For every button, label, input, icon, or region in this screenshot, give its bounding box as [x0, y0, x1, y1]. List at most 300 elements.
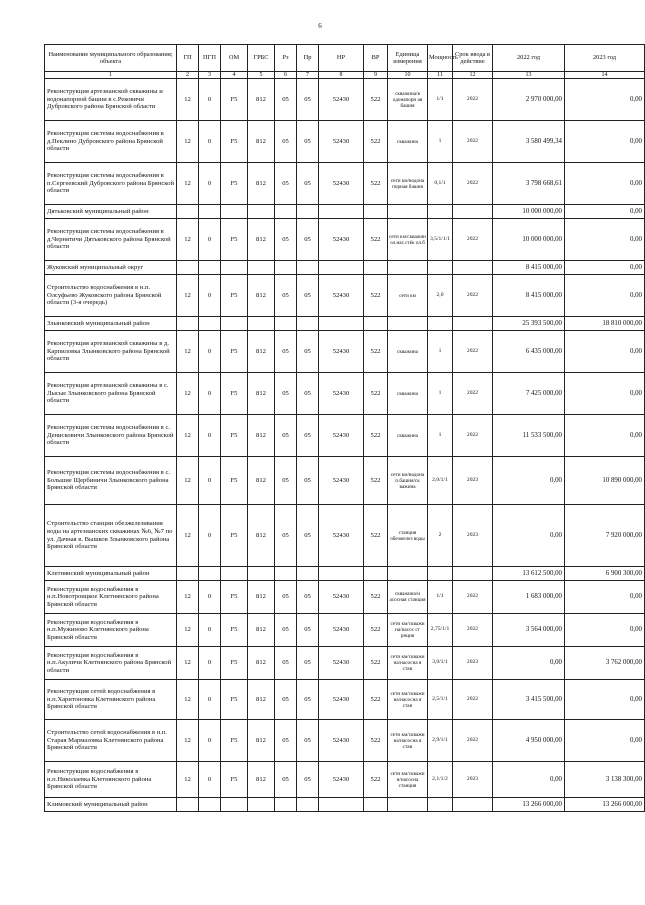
code-cell-grbs: 812 [248, 121, 275, 163]
amount-2022-cell: 6 435 000,00 [493, 331, 565, 373]
table-row [45, 163, 645, 205]
capacity-cell: 1/1 [428, 581, 453, 614]
unit-cell: сети км/скважи на/насосна я стан [388, 647, 428, 680]
code-cell-vr: 522 [364, 373, 388, 415]
term-cell [453, 798, 493, 812]
code-cell-pr [297, 261, 319, 275]
column-number: 4 [221, 72, 248, 79]
code-cell-om: F5 [221, 581, 248, 614]
code-cell-grbs: 812 [248, 505, 275, 567]
amount-2022-cell: 11 533 500,00 [493, 415, 565, 457]
code-cell-pr [297, 205, 319, 219]
code-cell-gp: 12 [177, 762, 199, 798]
capacity-cell: 1 [428, 331, 453, 373]
table-row [45, 505, 645, 567]
object-name-cell: Строительство водоснабжения в н.п. Олсуфьево Жуковского района Брянской области (3-я очередь) [45, 275, 177, 317]
municipality-row [45, 317, 645, 331]
code-cell-pgp: 0 [199, 373, 221, 415]
code-cell-rz: 05 [275, 373, 297, 415]
code-cell-gp: 12 [177, 457, 199, 505]
column-header: ГП [177, 45, 199, 72]
amount-2023-cell: 0,00 [565, 79, 645, 121]
column-number: 8 [319, 72, 364, 79]
column-header: Единица измерения [388, 45, 428, 72]
code-cell-gp: 12 [177, 331, 199, 373]
object-name-cell: Реконструкция системы водоснабжения в с. Большие Щербиничи Злынковского района Брянской области [45, 457, 177, 505]
code-cell-gp: 12 [177, 647, 199, 680]
code-cell-rz: 05 [275, 163, 297, 205]
capacity-cell: 2 [428, 505, 453, 567]
amount-2022-cell: 8 415 000,00 [493, 261, 565, 275]
object-name-cell: Жуковский муниципальный округ [45, 261, 177, 275]
code-cell-grbs: 812 [248, 720, 275, 762]
code-cell-pgp: 0 [199, 720, 221, 762]
code-cell-gp: 12 [177, 275, 199, 317]
amount-2022-cell: 10 000 000,00 [493, 219, 565, 261]
column-header: Мощность [428, 45, 453, 72]
amount-2023-cell: 0,00 [565, 581, 645, 614]
code-cell-grbs: 812 [248, 680, 275, 720]
code-cell-rz: 05 [275, 275, 297, 317]
code-cell-grbs: 812 [248, 457, 275, 505]
code-cell-rz [275, 317, 297, 331]
code-cell-om: F5 [221, 680, 248, 720]
term-cell: 2023 [453, 647, 493, 680]
amount-2022-cell: 3 564 000,00 [493, 614, 565, 647]
capacity-cell [428, 261, 453, 275]
term-cell [453, 205, 493, 219]
object-name-cell: Климовский муниципальный район [45, 798, 177, 812]
code-cell-pr: 05 [297, 581, 319, 614]
column-number: 12 [453, 72, 493, 79]
object-name-cell: Реконструкция артезианской скважины в д. Карпиловка Злынковского района Брянской области [45, 331, 177, 373]
code-cell-om: F5 [221, 331, 248, 373]
code-cell-rz: 05 [275, 457, 297, 505]
code-cell-pgp: 0 [199, 121, 221, 163]
code-cell-gp: 12 [177, 121, 199, 163]
code-cell-gp: 12 [177, 219, 199, 261]
header-number-row [45, 72, 645, 79]
code-cell-om: F5 [221, 614, 248, 647]
header-row [45, 45, 645, 72]
capacity-cell: 2,75/1/1 [428, 614, 453, 647]
table-row [45, 415, 645, 457]
table-row [45, 373, 645, 415]
capacity-cell: 2,9/1/1 [428, 720, 453, 762]
unit-cell: сети км/скважи на/насос ст рнция [388, 614, 428, 647]
code-cell-pr: 05 [297, 373, 319, 415]
code-cell-pgp [199, 205, 221, 219]
code-cell-vr: 522 [364, 647, 388, 680]
amount-2023-cell: 3 138 300,00 [565, 762, 645, 798]
code-cell-om: F5 [221, 457, 248, 505]
code-cell-pr: 05 [297, 163, 319, 205]
code-cell-gp: 12 [177, 415, 199, 457]
amount-2022-cell: 25 393 500,00 [493, 317, 565, 331]
code-cell-pgp: 0 [199, 581, 221, 614]
table-body [45, 79, 645, 812]
code-cell-gp [177, 205, 199, 219]
code-cell-om: F5 [221, 163, 248, 205]
code-cell-rz: 05 [275, 720, 297, 762]
table-row [45, 614, 645, 647]
code-cell-grbs: 812 [248, 163, 275, 205]
object-name-cell: Строительство сетей водоснабжения в н.п. Старая Мармазовка Клетнянского района Брянской области [45, 720, 177, 762]
code-cell-pr: 05 [297, 121, 319, 163]
term-cell: 2022 [453, 614, 493, 647]
capacity-cell [428, 317, 453, 331]
code-cell-om [221, 261, 248, 275]
column-number: 6 [275, 72, 297, 79]
code-cell-nr: 52430 [319, 163, 364, 205]
column-header: Срок ввода в действие [453, 45, 493, 72]
term-cell: 2022 [453, 275, 493, 317]
unit-cell [388, 798, 428, 812]
capacity-cell: 1 [428, 121, 453, 163]
code-cell-grbs: 812 [248, 79, 275, 121]
code-cell-gp: 12 [177, 720, 199, 762]
code-cell-om: F5 [221, 219, 248, 261]
term-cell [453, 261, 493, 275]
term-cell: 2022 [453, 415, 493, 457]
amount-2023-cell: 18 810 000,00 [565, 317, 645, 331]
column-number: 13 [493, 72, 565, 79]
code-cell-rz: 05 [275, 647, 297, 680]
term-cell: 2022 [453, 373, 493, 415]
code-cell-om [221, 317, 248, 331]
object-name-cell: Клетнянский муниципальный район [45, 567, 177, 581]
amount-2022-cell: 10 000 000,00 [493, 205, 565, 219]
code-cell-vr: 522 [364, 457, 388, 505]
amount-2023-cell: 10 890 000,00 [565, 457, 645, 505]
code-cell-vr [364, 205, 388, 219]
code-cell-om: F5 [221, 373, 248, 415]
table-row [45, 331, 645, 373]
amount-2022-cell: 7 425 000,00 [493, 373, 565, 415]
code-cell-pgp: 0 [199, 505, 221, 567]
amount-2023-cell: 7 920 000,00 [565, 505, 645, 567]
capacity-cell: 3,0/1/1 [428, 647, 453, 680]
code-cell-gp: 12 [177, 505, 199, 567]
code-cell-gp: 12 [177, 79, 199, 121]
code-cell-grbs: 812 [248, 762, 275, 798]
code-cell-vr [364, 261, 388, 275]
term-cell [453, 317, 493, 331]
code-cell-gp: 12 [177, 614, 199, 647]
code-cell-rz: 05 [275, 331, 297, 373]
code-cell-pr: 05 [297, 219, 319, 261]
code-cell-pgp [199, 261, 221, 275]
code-cell-rz: 05 [275, 415, 297, 457]
code-cell-gp: 12 [177, 581, 199, 614]
amount-2023-cell: 0,00 [565, 614, 645, 647]
code-cell-pgp: 0 [199, 275, 221, 317]
unit-cell: сети км/скважи на/насосна я стан [388, 720, 428, 762]
code-cell-pr [297, 798, 319, 812]
code-cell-nr: 52430 [319, 275, 364, 317]
code-cell-nr: 52430 [319, 331, 364, 373]
code-cell-nr: 52430 [319, 373, 364, 415]
object-name-cell: Реконструкция водоснабжения в н.п.Николаевка Клетнянского района Брянской области [45, 762, 177, 798]
code-cell-grbs: 812 [248, 647, 275, 680]
code-cell-om: F5 [221, 415, 248, 457]
code-cell-grbs [248, 205, 275, 219]
code-cell-vr: 522 [364, 331, 388, 373]
code-cell-om: F5 [221, 121, 248, 163]
code-cell-pr: 05 [297, 680, 319, 720]
code-cell-gp [177, 798, 199, 812]
term-cell: 2022 [453, 720, 493, 762]
municipality-row [45, 205, 645, 219]
term-cell: 2022 [453, 219, 493, 261]
code-cell-rz: 05 [275, 680, 297, 720]
unit-cell [388, 261, 428, 275]
capacity-cell: 1 [428, 415, 453, 457]
code-cell-pgp: 0 [199, 762, 221, 798]
amount-2022-cell: 3 580 499,34 [493, 121, 565, 163]
column-number: 10 [388, 72, 428, 79]
column-header: 2022 год [493, 45, 565, 72]
capacity-cell [428, 798, 453, 812]
capacity-cell: 2,5/1/1 [428, 680, 453, 720]
capacity-cell: 0,1/1 [428, 163, 453, 205]
code-cell-gp [177, 567, 199, 581]
code-cell-pgp: 0 [199, 219, 221, 261]
code-cell-nr: 52430 [319, 415, 364, 457]
amount-2023-cell: 0,00 [565, 163, 645, 205]
code-cell-pr: 05 [297, 505, 319, 567]
column-header: ГРБС [248, 45, 275, 72]
code-cell-grbs [248, 317, 275, 331]
unit-cell: сети км/скважин ол.нас.стёк ол.б [388, 219, 428, 261]
amount-2022-cell: 3 415 500,00 [493, 680, 565, 720]
code-cell-pr: 05 [297, 647, 319, 680]
capacity-cell: 3,5/1/1/1 [428, 219, 453, 261]
column-header: 2023 год [565, 45, 645, 72]
amount-2023-cell: 0,00 [565, 720, 645, 762]
term-cell: 2023 [453, 457, 493, 505]
amount-2023-cell: 0,00 [565, 121, 645, 163]
code-cell-gp [177, 317, 199, 331]
amount-2023-cell: 3 762 000,00 [565, 647, 645, 680]
code-cell-nr: 52430 [319, 457, 364, 505]
code-cell-om [221, 567, 248, 581]
code-cell-om: F5 [221, 720, 248, 762]
code-cell-grbs: 812 [248, 614, 275, 647]
code-cell-vr: 522 [364, 121, 388, 163]
object-name-cell: Реконструкция артезианской скважины в с. Лысые Злынковского района Брянской области [45, 373, 177, 415]
code-cell-gp: 12 [177, 373, 199, 415]
code-cell-pgp: 0 [199, 614, 221, 647]
code-cell-om: F5 [221, 647, 248, 680]
code-cell-pgp: 0 [199, 647, 221, 680]
column-number: 7 [297, 72, 319, 79]
column-header: Рз [275, 45, 297, 72]
amount-2022-cell: 0,00 [493, 505, 565, 567]
column-number: 11 [428, 72, 453, 79]
code-cell-grbs: 812 [248, 275, 275, 317]
code-cell-rz [275, 567, 297, 581]
term-cell: 2023 [453, 762, 493, 798]
code-cell-vr: 522 [364, 581, 388, 614]
code-cell-om: F5 [221, 762, 248, 798]
code-cell-pr: 05 [297, 275, 319, 317]
code-cell-nr [319, 205, 364, 219]
amount-2023-cell: 0,00 [565, 680, 645, 720]
code-cell-pgp [199, 317, 221, 331]
code-cell-nr: 52430 [319, 121, 364, 163]
code-cell-pgp [199, 798, 221, 812]
unit-cell: скважина [388, 415, 428, 457]
column-number: 2 [177, 72, 199, 79]
code-cell-rz: 05 [275, 762, 297, 798]
code-cell-pgp: 0 [199, 79, 221, 121]
object-name-cell: Реконструкция водоснабжения в н.п.Мужиново Клетнянского района Брянской области [45, 614, 177, 647]
table-row [45, 457, 645, 505]
table-row [45, 219, 645, 261]
column-header: ВР [364, 45, 388, 72]
code-cell-pgp: 0 [199, 331, 221, 373]
object-name-cell: Строительство станции обезжелезивания воды на артезианских скважинах №6, №7 по ул. Дачная в. Вышков Злынковского района Брянской области [45, 505, 177, 567]
code-cell-pr [297, 567, 319, 581]
table-row [45, 680, 645, 720]
unit-cell: сети км/водона п.башня/ск важина [388, 457, 428, 505]
table-row [45, 647, 645, 680]
code-cell-om: F5 [221, 505, 248, 567]
amount-2023-cell: 0,00 [565, 261, 645, 275]
code-cell-om [221, 798, 248, 812]
code-cell-pr: 05 [297, 614, 319, 647]
code-cell-rz: 05 [275, 505, 297, 567]
table-row [45, 762, 645, 798]
code-cell-pgp: 0 [199, 457, 221, 505]
term-cell: 2022 [453, 163, 493, 205]
unit-cell: сети км/скважи на/насосна я стан [388, 680, 428, 720]
code-cell-vr: 522 [364, 79, 388, 121]
column-number: 1 [45, 72, 177, 79]
code-cell-om [221, 205, 248, 219]
code-cell-pr: 05 [297, 457, 319, 505]
code-cell-grbs [248, 567, 275, 581]
unit-cell: скважина [388, 373, 428, 415]
object-name-cell: Реконструкция артезианской скважины и водонапорной башни в с.Рековичи Дубровского района Брянской области [45, 79, 177, 121]
code-cell-nr: 52430 [319, 720, 364, 762]
unit-cell: скважина/в одонапорн ая башня [388, 79, 428, 121]
code-cell-rz: 05 [275, 121, 297, 163]
code-cell-nr: 52430 [319, 505, 364, 567]
amount-2022-cell: 0,00 [493, 647, 565, 680]
code-cell-grbs: 812 [248, 415, 275, 457]
code-cell-vr: 522 [364, 680, 388, 720]
code-cell-vr: 522 [364, 720, 388, 762]
code-cell-vr: 522 [364, 415, 388, 457]
amount-2023-cell: 13 266 000,00 [565, 798, 645, 812]
amount-2022-cell: 3 798 668,61 [493, 163, 565, 205]
capacity-cell: 1/1 [428, 79, 453, 121]
unit-cell [388, 205, 428, 219]
capacity-cell: 1 [428, 373, 453, 415]
column-number: 9 [364, 72, 388, 79]
unit-cell: скважина [388, 121, 428, 163]
unit-cell: сети км [388, 275, 428, 317]
code-cell-pr [297, 317, 319, 331]
code-cell-nr: 52430 [319, 219, 364, 261]
code-cell-rz: 05 [275, 581, 297, 614]
code-cell-nr: 52430 [319, 581, 364, 614]
object-name-cell: Злынковский муниципальный район [45, 317, 177, 331]
code-cell-grbs: 812 [248, 331, 275, 373]
municipality-row [45, 798, 645, 812]
object-name-cell: Реконструкция системы водоснабжения в п.Сергеевский Дубровского района Брянской области [45, 163, 177, 205]
amount-2022-cell: 13 266 000,00 [493, 798, 565, 812]
amount-2022-cell: 8 415 000,00 [493, 275, 565, 317]
capacity-cell: 2,0/1/1 [428, 457, 453, 505]
amount-2023-cell: 0,00 [565, 275, 645, 317]
code-cell-grbs: 812 [248, 373, 275, 415]
code-cell-pr: 05 [297, 415, 319, 457]
term-cell: 2022 [453, 121, 493, 163]
code-cell-vr: 522 [364, 275, 388, 317]
object-name-cell: Реконструкция системы водоснабжения в д.Пеклино Дубровского района Брянской области [45, 121, 177, 163]
amount-2022-cell: 2 970 000,00 [493, 79, 565, 121]
code-cell-vr [364, 567, 388, 581]
code-cell-gp: 12 [177, 163, 199, 205]
capacity-cell [428, 205, 453, 219]
column-header: Пр [297, 45, 319, 72]
table-row [45, 121, 645, 163]
code-cell-pr: 05 [297, 79, 319, 121]
code-cell-pgp [199, 567, 221, 581]
code-cell-vr: 522 [364, 614, 388, 647]
code-cell-om: F5 [221, 275, 248, 317]
object-name-cell: Реконструкция водоснабжения в н.п.Новотроицкое Клетнянского района Брянской области [45, 581, 177, 614]
unit-cell: скважина/н асосная станция [388, 581, 428, 614]
column-number: 5 [248, 72, 275, 79]
object-name-cell: Реконструкция системы водоснабжения в д.Чернятичи Дятьковского района Брянской области [45, 219, 177, 261]
table-row [45, 581, 645, 614]
code-cell-grbs: 812 [248, 219, 275, 261]
column-header: ПГП [199, 45, 221, 72]
code-cell-pgp: 0 [199, 415, 221, 457]
code-cell-pr: 05 [297, 720, 319, 762]
code-cell-rz: 05 [275, 79, 297, 121]
object-name-cell: Реконструкция системы водоснабжения в с. Денисковичи Злынковского района Брянской области [45, 415, 177, 457]
code-cell-vr: 522 [364, 762, 388, 798]
page-number: 6 [318, 22, 322, 30]
unit-cell: сети км/водона порная башня [388, 163, 428, 205]
object-name-cell: Реконструкция водоснабжения в н.п.Акуличи Клетнянского района Брянской области [45, 647, 177, 680]
unit-cell [388, 567, 428, 581]
municipality-row [45, 567, 645, 581]
code-cell-pr: 05 [297, 331, 319, 373]
column-number: 14 [565, 72, 645, 79]
amount-2023-cell: 0,00 [565, 415, 645, 457]
column-header: Наименование муниципального образования; объекта [45, 45, 177, 72]
term-cell: 2022 [453, 680, 493, 720]
unit-cell: скважина [388, 331, 428, 373]
code-cell-rz: 05 [275, 219, 297, 261]
amount-2023-cell: 0,00 [565, 219, 645, 261]
amount-2022-cell: 0,00 [493, 762, 565, 798]
capacity-cell: 2,1/1/2 [428, 762, 453, 798]
term-cell: 2022 [453, 79, 493, 121]
budget-table [44, 44, 645, 812]
code-cell-pgp: 0 [199, 163, 221, 205]
code-cell-nr: 52430 [319, 762, 364, 798]
unit-cell [388, 317, 428, 331]
object-name-cell: Реконструкция сетей водоснабжения в н.п.Харитоновка Клетнянского района Брянской области [45, 680, 177, 720]
amount-2022-cell: 1 683 000,00 [493, 581, 565, 614]
